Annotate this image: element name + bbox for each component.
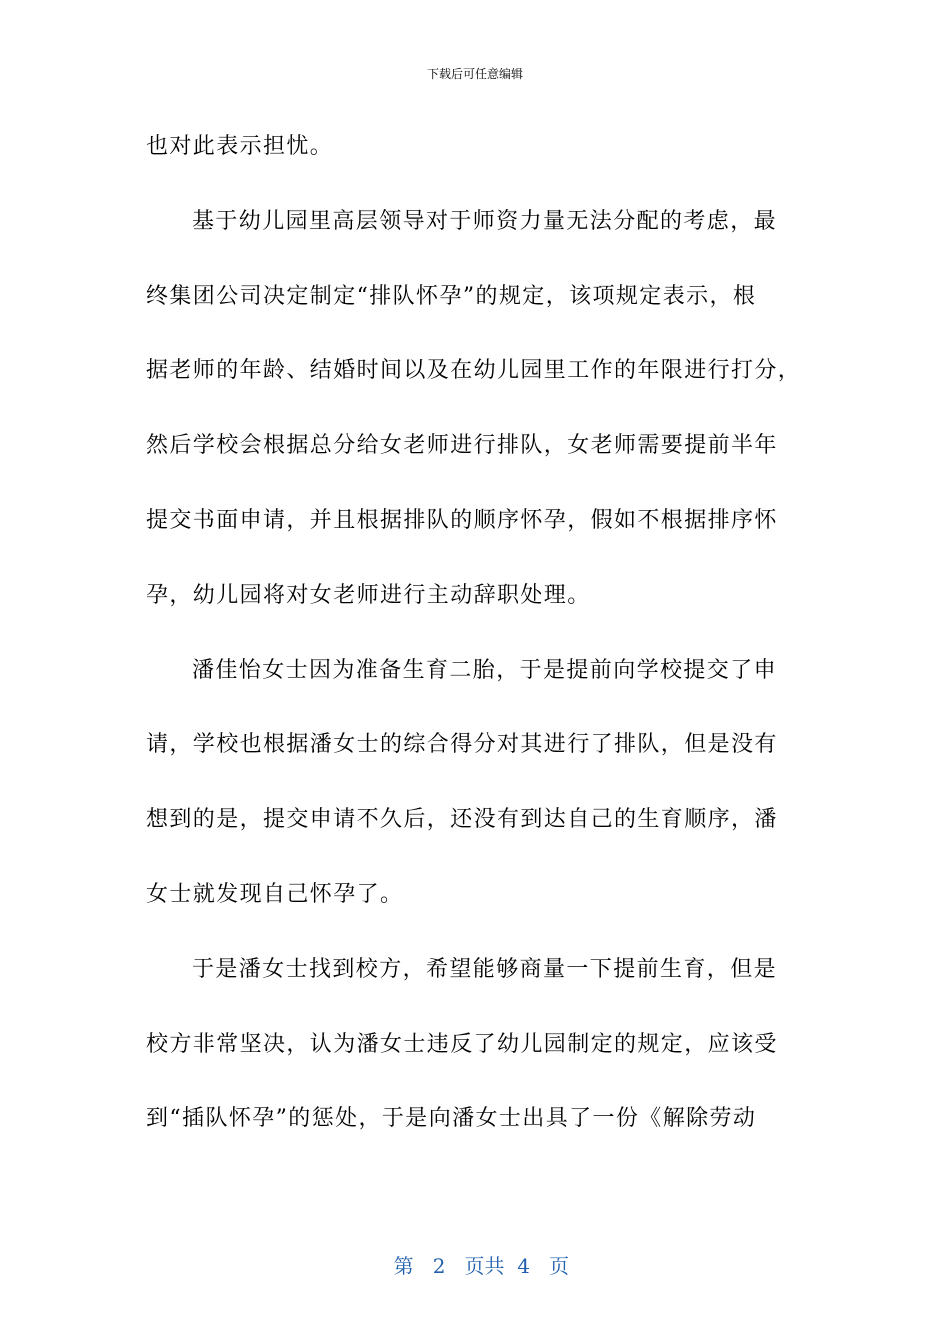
text-line-8: 潘佳怡女士因为准备生育二胎，于是提前向学校提交了申 bbox=[192, 657, 778, 683]
footer-prefix: 第 bbox=[393, 1254, 414, 1278]
text-line-10: 想到的是，提交申请不久后，还没有到达自己的生育顺序，潘 bbox=[146, 807, 778, 833]
header-text: 下载后可任意编辑 bbox=[426, 67, 523, 81]
text-line-3: 终集团公司决定制定“排队怀孕”的规定，该项规定表示，根 bbox=[146, 283, 757, 309]
text-line-6: 提交书面申请，并且根据排队的顺序怀孕，假如不根据排序怀 bbox=[146, 507, 778, 533]
footer-current-page: 2 bbox=[432, 1254, 446, 1278]
text-line-12: 于是潘女士找到校方，希望能够商量一下提前生育，但是 bbox=[192, 956, 778, 982]
page-footer bbox=[0, 1224, 950, 1280]
text-line-1: 也对此表示担忧。 bbox=[146, 134, 334, 159]
text-line-4: 据老师的年龄、结婚时间以及在幼儿园里工作的年限进行打分， bbox=[146, 358, 802, 384]
footer-middle: 页共 bbox=[464, 1254, 505, 1278]
footer-suffix: 页 bbox=[549, 1254, 570, 1278]
text-line-11: 女士就发现自己怀孕了。 bbox=[146, 881, 404, 907]
text-line-14: 到“插队怀孕”的惩处，于是向潘女士出具了一份《解除劳动 bbox=[146, 1106, 757, 1132]
text-line-7: 孕，幼儿园将对女老师进行主动辞职处理。 bbox=[146, 582, 591, 608]
text-line-2: 基于幼儿园里高层领导对于师资力量无法分配的考虑，最 bbox=[192, 208, 778, 234]
document-body bbox=[146, 110, 806, 1157]
text-line-9: 请，学校也根据潘女士的综合得分对其进行了排队，但是没有 bbox=[146, 732, 778, 758]
page-header bbox=[0, 66, 950, 82]
text-line-13: 校方非常坚决，认为潘女士违反了幼儿园制定的规定，应该受 bbox=[146, 1031, 778, 1057]
text-line-5: 然后学校会根据总分给女老师进行排队，女老师需要提前半年 bbox=[146, 433, 778, 459]
footer-total-pages: 4 bbox=[517, 1254, 530, 1278]
